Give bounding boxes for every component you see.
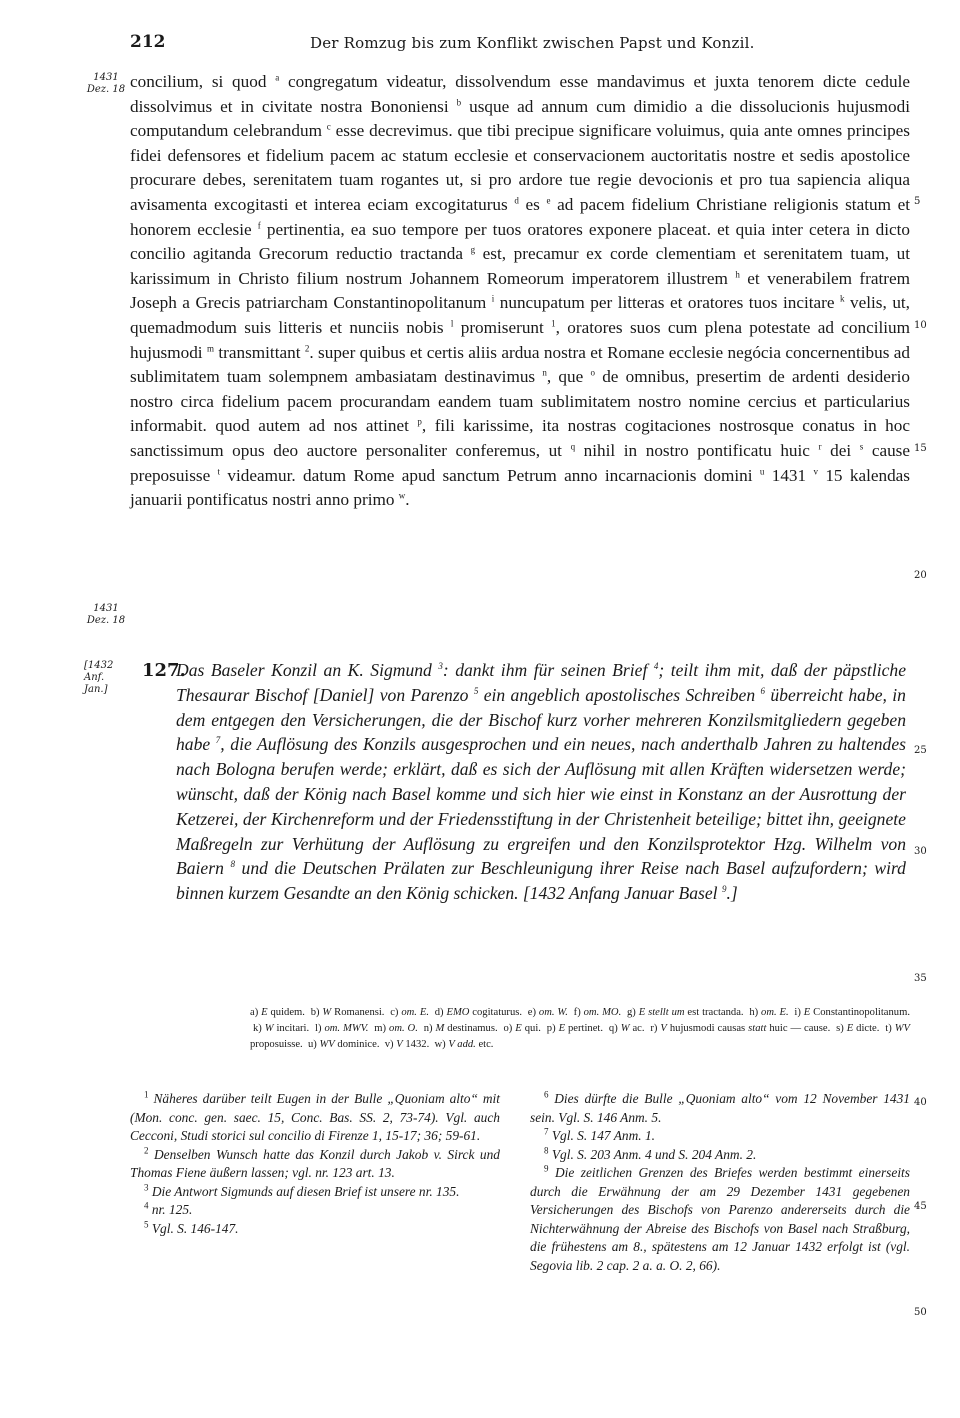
- line-number: 10: [914, 320, 927, 331]
- margin-date-document: [1432 Anf. Jan.]: [84, 660, 114, 695]
- footnote: $^7$ Vgl. S. 147 Anm. 1.: [544, 1126, 656, 1143]
- line-number: 35: [914, 973, 927, 984]
- line-number: 30: [914, 846, 927, 857]
- footnote: $^6$ Dies dürfte die Bulle „Quoniam alto“ vom 12 November 1431 sein. Vgl. S. 146 Anm. 5.: [530, 1089, 910, 1125]
- page-number: 212: [130, 32, 166, 52]
- footnotes-right: [530, 1090, 910, 1275]
- line-number: 45: [914, 1201, 927, 1212]
- document-regest: Das Baseler Konzil an K. Sigmund $^3$: dankt ihm für seinen Brief $^4$; teilt ihm mit, daß der päpstliche Thesaurar Bischof [Daniel] von Parenzo $^5$ ein angeblich apostolisches Schreiben $^6$ überreicht habe, in dem entgegen den Versicherungen, die der Bischof kurz vorher mehreren Konzilsmitgliedern gegeben habe $^7$, die Auflösung des Konzils ausgesprochen und ein neues, nach anderthalb Jahren zu haltendes nach Bologna berufen werde; erklärt, daß es sich der Auflösung mit allen Kräften widersetzen werde; wünscht, daß der König nach Basel komme und sich hier wie einst in Konstanz an der Ausrottung der Ketzerei, der Kirchenreform und der Friedensstiftung in der Christenheit beteilige; bittet ihn, geeignete Maßregeln zur Verhütung der Auflösung zu ergreifen und den Konzilsprotektor Hzg. Wilhelm von Baiern $^8$ und die Deutschen Prälaten zur Beschleunigung ihrer Reise nach Basel aufzufordern; wird binnen kurzem Gesandte an den König schicken. [1432 Anfang Januar Basel $^9$.]: [176, 660, 907, 904]
- footnote: $^5$ Vgl. S. 146-147.: [144, 1219, 239, 1236]
- footnote: $^4$ nr. 125.: [144, 1200, 193, 1217]
- line-number: 40: [914, 1097, 927, 1108]
- footnote: $^1$ Näheres darüber teilt Eugen in der Bulle „Quoniam alto“ mit (Mon. conc. gen. saec. 15, Conc. Bas. SS. 2, 73-74). Vgl. auch Cecconi, Studi storici sul concilio di Firenze 1, 15-17; 36; 59-61.: [130, 1089, 500, 1143]
- footnotes-left: [130, 1090, 500, 1238]
- letter-text: concilium, si quod $^a$ congregatum videatur, dissolvendum esse mandavimus et juxta tenorem dicte cedule dissolvimus et in civitate nostra Bononiensi $^b$ usque ad annum cum dimidio a die dissolucionis hujusmodi computandum celebrandum $^c$ esse decrevimus. que tibi precipue significare voluimus, quia ante omnes principes fidei defensores et fidelium pacem ac statum ecclesie et conservacionem auctoritatis nostre et sedis apostolice procurare debes, serenitatem tuam rogantes ut, si pro ardore tue regie devocionis et pro tua sapiencia aliqua avisamenta excogitasti et interea eciam excogitaturus $^d$ es $^e$ ad pacem fidelium Christiane religionis statum et honorem ecclesie $^f$ pertinentia, ea suo tempore per tuos oratores exponere placeat. et quia inter cetera in dicto concilio agitanda Grecorum reductio tractanda $^g$ est, precamur ex corde clementiam et serenitatem tuam, ut karissimum in Christo filium nostrum Johannem Romeorum imperatorem illustrem $^h$ et venerabilem fratrem Joseph a Grecis patriarcham Constantinopolitanum $^i$ nuncupatum per litteras et oratores tuos incitare $^k$ velis, ut, quemadmodum suis litteris et nunciis nobis $^l$ promiserunt $^1$, oratores suos cum plena potestate ad concilium hujusmodi $^m$ transmittant $^2$. super quibus et certis aliis ardua nostra et Romane ecclesie negócia concernentibus ad sublimitatem tuam solempnem ambasiatam destinavimus $^n$, que $^o$ de omnibus, presertim de ardenti desiderio nostro circa fidelium pacem procurandam eandem tuam sublimitatem nostro nomine cercius et particularius informabit. quod autem ad nos attinet $^p$, fili karissime, ita nostras cogitaciones nostrosque conatus in hoc sanctissimum opus deo auctore personaliter conferemus, ut $^q$ nihil in nostro pontificatu huic $^r$ dei $^s$ cause preposuisse $^t$ videamur. datum Rome apud sanctum Petrum anno incarnacionis domini $^u$ 1431 $^v$ 15 kalendas januarii pontificatus nostri anno primo $^w$.: [130, 72, 911, 510]
- line-number: 5: [914, 196, 921, 207]
- footnote: $^2$ Denselben Wunsch hatte das Konzil durch Jakob v. Sirck und Thomas Fiene äußern lassen; vgl. nr. 123 art. 13.: [130, 1145, 500, 1180]
- footnote: $^9$ Die zeitlichen Grenzen des Briefes werden bestimmt einerseits durch die Erwähnung der am 29 Dezember 1431 gegebenen Versicherungen des Bischofs von Parenzo andererseits durch die Nichterwähnung der Abreise des Bischofs von Basel nach Straßburg, die frühestens am 8., spätestens am 12 Januar 1432 erfolgt ist (vgl. Segovia lib. 2 cap. 2 a. a. O. 2, 66).: [530, 1163, 910, 1273]
- variant-apparatus: a) E quidem. b) W Romanensi. c) om. E. d) EMO cogitaturus. e) om. W. f) om. MO. g) E stellt um est tractanda. h) om. E. i) E Constantinopolitanum. k) W incitari. l) om. MWV. m) om. O. n) M destinamus. o) E qui. p) E pertinet. q) W ac. r) V hujusmodi causas statt huic — cause. s) E dicte. t) WV proposuisse. u) WV dominice. v) V 1432. w) V add. etc.: [250, 1007, 911, 1050]
- footnote: $^8$ Vgl. S. 203 Anm. 4 und S. 204 Anm. 2.: [544, 1145, 757, 1162]
- document-number: 127.: [142, 660, 186, 681]
- line-number: 20: [914, 570, 927, 581]
- footnote: $^3$ Die Antwort Sigmunds auf diesen Brief ist unsere nr. 135.: [144, 1182, 460, 1199]
- margin-date-bottom: 1431 Dez. 18: [86, 603, 126, 626]
- line-number: 25: [914, 745, 927, 756]
- margin-date-top: 1431 Dez. 18: [86, 72, 126, 95]
- running-title: Der Romzug bis zum Konflikt zwischen Papst und Konzil.: [310, 34, 755, 52]
- line-number: 50: [914, 1307, 927, 1318]
- line-number: 15: [914, 443, 927, 454]
- page-header: [0, 28, 960, 62]
